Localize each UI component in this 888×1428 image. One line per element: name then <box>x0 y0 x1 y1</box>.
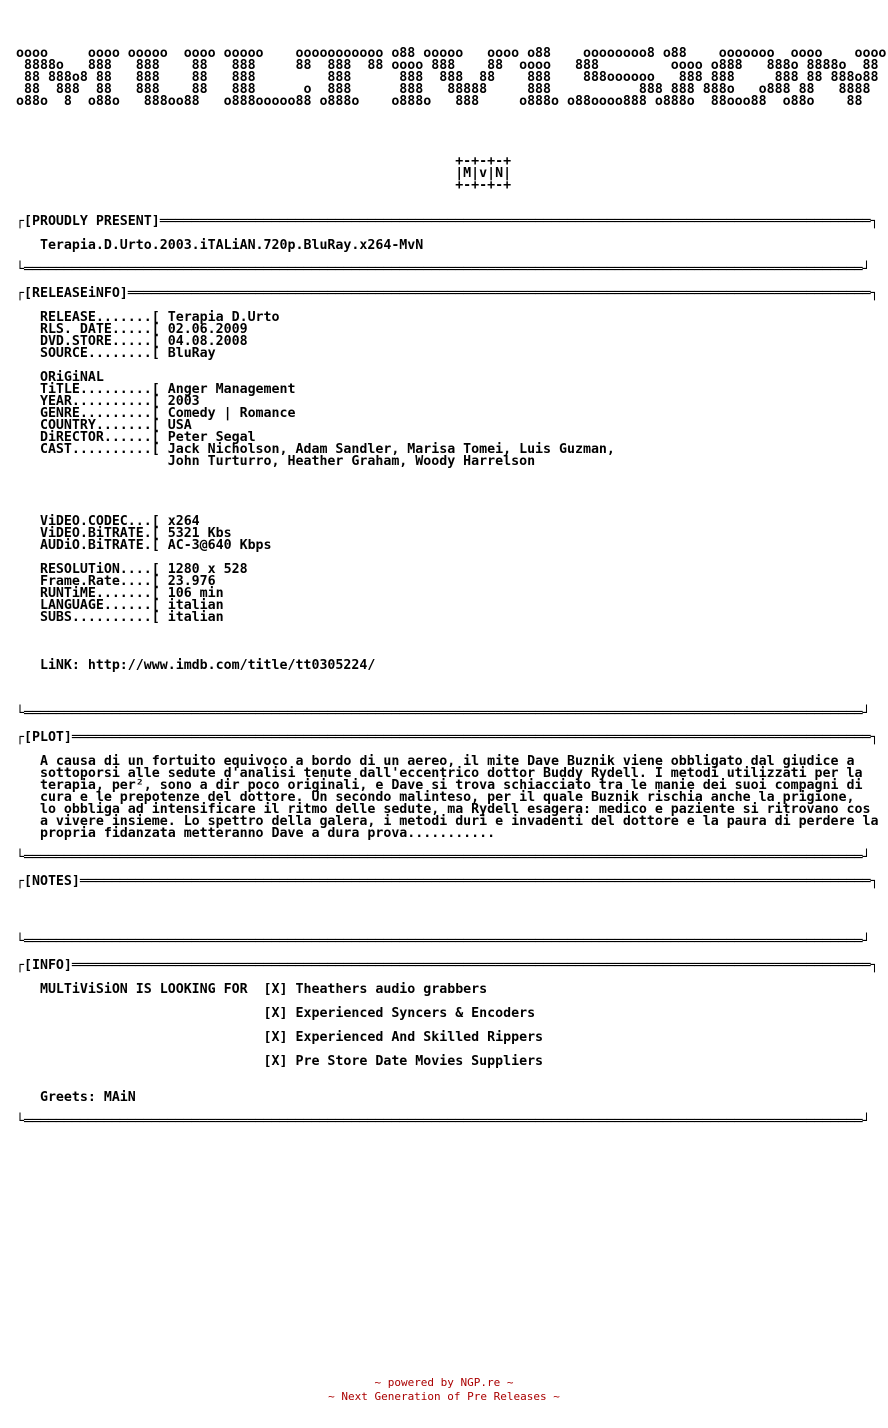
nfo-line <box>16 120 886 132</box>
nfo-line: CAST..........[ Jack Nicholson, Adam Sandler, Marisa Tomei, Luis Guzman, <box>16 442 615 457</box>
nfo-line <box>16 888 886 900</box>
nfo-line: MULTiViSiON IS LOOKING FOR [X] Theathers audio grabbers <box>16 982 488 997</box>
nfo-line: ┌[PLOT]════════════════════════════════════════════════════════════════════════════════════════════════════┐ <box>16 730 879 745</box>
nfo-line: RLS. DATE.....[ 02.06.2009 <box>16 322 248 337</box>
nfo-line <box>16 108 886 120</box>
nfo-line: TiTLE.........[ Anger Management <box>16 382 296 397</box>
nfo-line: o88o 8 o88o 888oo88 o888ooooo88 o888o o888o 888 o888o o88oooo888 o888o 88ooo88 o88o 88 <box>16 94 863 109</box>
nfo-line: ┌[NOTES]═══════════════════════════════════════════════════════════════════════════════════════════════════┐ <box>16 874 879 889</box>
nfo-line: A causa di un fortuito equivoco a bordo di un aereo, il mite Dave Buznik viene obbligato dal giudice a <box>16 754 855 769</box>
nfo-line: 88 888 88 888 88 888 o 888 888 88888 888 888 888 888o o888 88 8888 <box>16 82 871 97</box>
footer-powered-by: ~ powered by NGP.re ~ <box>374 1376 514 1389</box>
nfo-line <box>16 900 886 912</box>
nfo-line: +-+-+-+ <box>16 178 512 193</box>
nfo-line <box>16 468 886 480</box>
nfo-line: └═════════════════════════════════════════════════════════════════════════════════════════════════════════┘ <box>16 934 871 949</box>
nfo-line: ┌[PROUDLY PRESENT]═════════════════════════════════════════════════════════════════════════════════════════┐ <box>16 214 879 229</box>
nfo-line: RESOLUTiON....[ 1280 x 528 <box>16 562 248 577</box>
nfo-line: SOURCE........[ BluRay <box>16 346 216 361</box>
nfo-line: ┌[INFO]════════════════════════════════════════════════════════════════════════════════════════════════════┐ <box>16 958 879 973</box>
nfo-line <box>16 624 886 636</box>
nfo-line: └═════════════════════════════════════════════════════════════════════════════════════════════════════════┘ <box>16 1114 871 1129</box>
nfo-line: cura e le prepotenze del dottore. Un secondo malinteso, per il quale Buznik rischia anche la prigione, <box>16 790 855 805</box>
nfo-line <box>16 192 886 204</box>
nfo-line: oooo oooo ooooo oooo ooooo ooooooooooo o88 ooooo oooo o88 oooooooo8 o88 ooooooo oooo oooo <box>16 46 887 61</box>
nfo-line: DiRECTOR......[ Peter Segal <box>16 430 256 445</box>
nfo-text-block <box>16 48 886 1128</box>
nfo-line: └═════════════════════════════════════════════════════════════════════════════════════════════════════════┘ <box>16 850 871 865</box>
nfo-line <box>16 672 886 684</box>
nfo-line <box>16 132 886 144</box>
nfo-line <box>16 912 886 924</box>
nfo-line <box>16 1068 886 1080</box>
nfo-line: RELEASE.......[ Terapia D.Urto <box>16 310 280 325</box>
nfo-line: YEAR..........[ 2003 <box>16 394 200 409</box>
nfo-line: [X] Experienced Syncers & Encoders <box>16 1006 536 1021</box>
nfo-line: GENRE.........[ Comedy | Romance <box>16 406 296 421</box>
nfo-line: ORiGiNAL <box>16 370 104 385</box>
nfo-line: LiNK: http://www.imdb.com/title/tt0305224/ <box>16 658 376 673</box>
nfo-line: RUNTiME.......[ 106 min <box>16 586 224 601</box>
nfo-line: [X] Pre Store Date Movies Suppliers <box>16 1054 544 1069</box>
nfo-line: propria fidanzata metteranno Dave a dura prova........... <box>16 826 496 841</box>
nfo-line: John Turturro, Heather Graham, Woody Harrelson <box>16 454 536 469</box>
nfo-line: └═════════════════════════════════════════════════════════════════════════════════════════════════════════┘ <box>16 262 871 277</box>
nfo-line: |M|v|N| <box>16 166 512 181</box>
nfo-line: AUDiO.BiTRATE.[ AC-3@640 Kbps <box>16 538 272 553</box>
nfo-line: ┌[RELEASEiNFO]═════════════════════════════════════════════════════════════════════════════════════════════┐ <box>16 286 879 301</box>
nfo-line <box>16 492 886 504</box>
nfo-line <box>16 1080 886 1092</box>
nfo-line: terapia, per², sono a dir poco originali, e Dave si trova schiacciato tra le manie dei suoi compagni di <box>16 778 863 793</box>
nfo-line: LANGUAGE......[ italian <box>16 598 224 613</box>
nfo-line: Frame.Rate....[ 23.976 <box>16 574 216 589</box>
nfo-line: a vivere insieme. Lo spettro della galera, i metodi duri e invadenti del dottore e la paura di perdere la <box>16 814 879 829</box>
nfo-line: Greets: MAiN <box>16 1090 136 1105</box>
nfo-line: 8888o 888 888 88 888 88 888 88 oooo 888 88 oooo 888 oooo o888 888o 8888o 88 <box>16 58 879 73</box>
nfo-line: ViDEO.BiTRATE.[ 5321 Kbs <box>16 526 232 541</box>
nfo-line: +-+-+-+ <box>16 154 512 169</box>
nfo-line: 88 888o8 88 888 88 888 888 888 888 88 888 888oooooo 888 888 888 88 888o88 <box>16 70 879 85</box>
footer <box>0 1376 888 1404</box>
nfo-line: DVD.STORE.....[ 04.08.2008 <box>16 334 248 349</box>
nfo-line <box>16 684 886 696</box>
nfo-line: SUBS..........[ italian <box>16 610 224 625</box>
nfo-line: sottoporsi alle sedute d'analisi tenute dall'eccentrico dottor Buddy Rydell. I metodi utilizzati per la <box>16 766 863 781</box>
nfo-line: lo obbliga ad intensificare il ritmo delle sedute, ma Rydell esagera: medico e paziente si ritrovano cos <box>16 802 871 817</box>
footer-tagline: ~ Next Generation of Pre Releases ~ <box>328 1390 560 1403</box>
nfo-line: COUNTRY.......[ USA <box>16 418 192 433</box>
nfo-line <box>16 360 886 372</box>
nfo-line: └═════════════════════════════════════════════════════════════════════════════════════════════════════════┘ <box>16 706 871 721</box>
nfo-line: [X] Experienced And Skilled Rippers <box>16 1030 544 1045</box>
nfo-line: Terapia.D.Urto.2003.iTALiAN.720p.BluRay.x264-MvN <box>16 238 424 253</box>
nfo-line <box>16 636 886 648</box>
nfo-line <box>16 480 886 492</box>
nfo-line: ViDEO.CODEC...[ x264 <box>16 514 200 529</box>
